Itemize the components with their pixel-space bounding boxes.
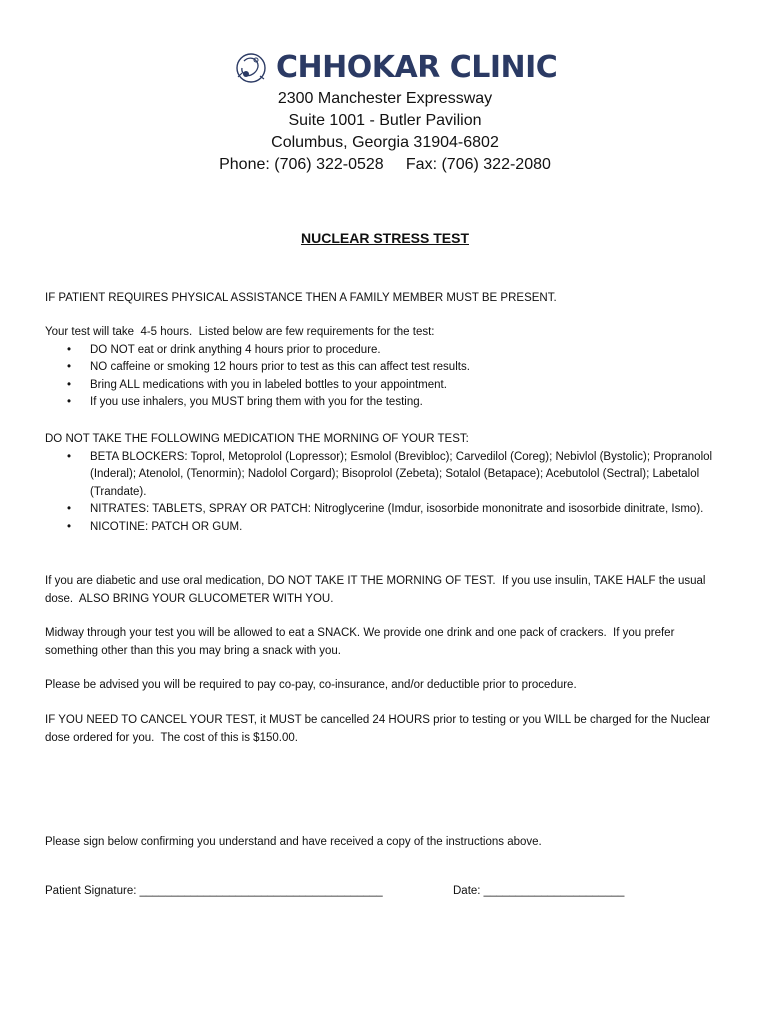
diabetic-block — [45, 573, 725, 608]
medications-list — [45, 449, 725, 537]
clinic-emblem-icon — [232, 51, 270, 85]
list-item: • NITRATES: TABLETS, SPRAY OR PATCH: Nitroglycerine (Imdur, isosorbide mononitrate and isosorbide dinitrate, Ismo). — [45, 501, 725, 519]
assistance-note: IF PATIENT REQUIRES PHYSICAL ASSISTANCE THEN A FAMILY MEMBER MUST BE PRESENT. — [45, 292, 557, 304]
requirements-intro: Your test will take 4-5 hours. Listed below are few requirements for the test: — [45, 326, 435, 338]
list-item: • NO caffeine or smoking 12 hours prior to test as this can affect test results. — [45, 359, 725, 377]
clinic-name: CHHOKAR CLINIC — [276, 50, 558, 85]
medications-intro: DO NOT TAKE THE FOLLOWING MEDICATION THE MORNING OF YOUR TEST: — [45, 433, 469, 445]
list-item: • NICOTINE: PATCH OR GUM. — [45, 519, 725, 537]
payment-note: Please be advised you will be required to pay co-pay, co-insurance, and/or deductible prior to procedure. — [45, 679, 577, 691]
phone-fax-line: Phone: (706) 322-0528 Fax: (706) 322-2080 — [219, 156, 551, 173]
address-line-2: Suite 1001 - Butler Pavilion — [288, 112, 482, 129]
clinic-logo — [232, 50, 557, 86]
date-field[interactable]: Date: ______________________ — [453, 885, 625, 897]
snack-note: Midway through your test you will be allowed to eat a SNACK. We provide one drink and one pack of crackers. If you prefer something other than this you may bring a snack with you. — [45, 627, 678, 657]
medications-section — [45, 431, 725, 536]
list-item: • DO NOT eat or drink anything 4 hours prior to procedure. — [45, 342, 725, 360]
snack-block — [45, 625, 725, 660]
diabetic-note: If you are diabetic and use oral medication, DO NOT TAKE IT THE MORNING OF TEST. If you use insulin, TAKE HALF the usual dose. ALSO BRING YOUR GLUCOMETER WITH YOU. — [45, 575, 709, 605]
document-title: NUCLEAR STRESS TEST — [300, 230, 469, 246]
list-item: • Bring ALL medications with you in labeled bottles to your appointment. — [45, 377, 725, 395]
confirm-block — [45, 834, 725, 852]
list-item: • BETA BLOCKERS: Toprol, Metoprolol (Lopressor); Esmolol (Brevibloc); Carvedilol (Coreg); Nebivlol (Bystolic); Propranolol (Inderal); Atenolol, (Tenormin); Nadolol Corgard); Bisoprolol (Zebeta); Sotalol (Betapace); Acebutolol (Sectral); Labetalol (Trandate). — [45, 449, 725, 502]
payment-block — [45, 677, 725, 695]
confirm-note: Please sign below confirming you understand and have received a copy of the instructions above. — [45, 836, 542, 848]
assistance-note-block — [45, 290, 725, 308]
clinic-address — [0, 88, 770, 176]
requirements-list — [45, 342, 725, 412]
list-item: • If you use inhalers, you MUST bring them with you for the testing. — [45, 394, 725, 412]
address-line-1: 2300 Manchester Expressway — [277, 90, 493, 107]
cancel-block — [45, 712, 725, 747]
cancel-note: IF YOU NEED TO CANCEL YOUR TEST, it MUST be cancelled 24 HOURS prior to testing or you WILL be charged for the Nuclear dose ordered for you. The cost of this is $150.00. — [45, 714, 714, 744]
patient-signature-field[interactable]: Patient Signature: ______________________________________ — [45, 885, 383, 897]
address-line-3: Columbus, Georgia 31904-6802 — [271, 134, 499, 151]
requirements-section — [45, 324, 725, 412]
